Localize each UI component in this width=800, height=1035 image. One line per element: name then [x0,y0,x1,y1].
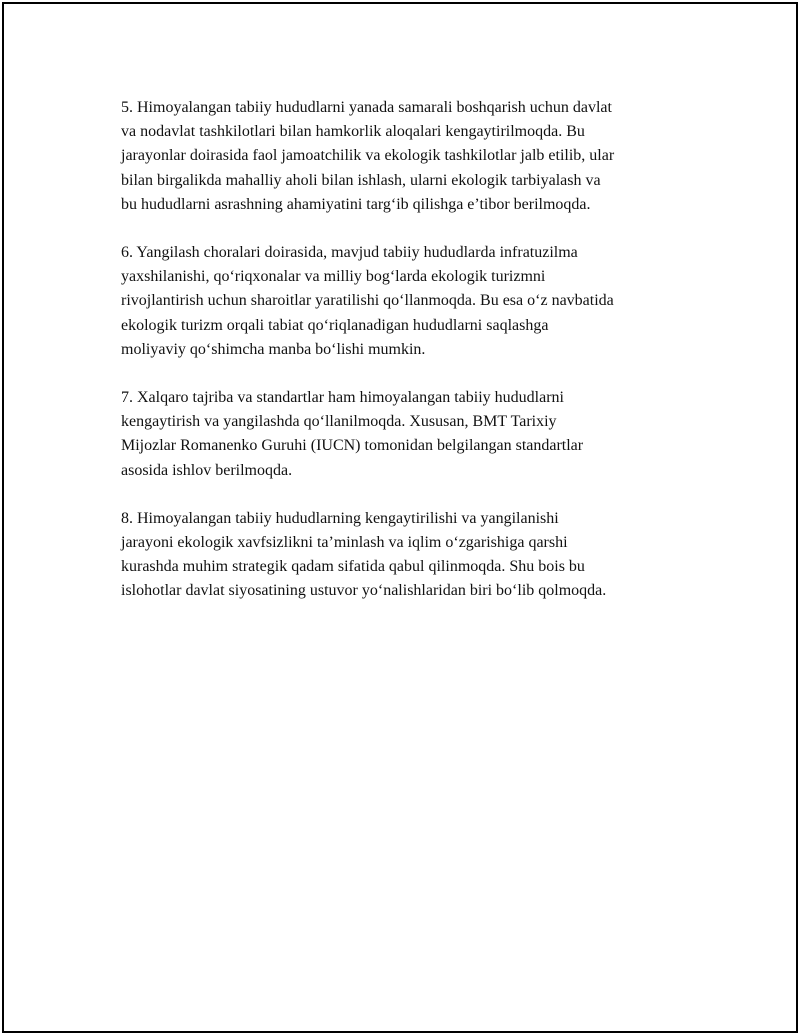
text-line: Mijozlar Romanenko Guruhi (IUCN) tomonidan belgilangan standartlar [121,437,584,455]
text-line: yaxshilanishi, qo‘riqxonalar va milliy bog‘larda ekologik turizmni [121,268,546,286]
text-line: moliyaviy qo‘shimcha manba bo‘lishi mumkin. [121,340,426,358]
text-line: bilan birgalikda mahalliy aholi bilan ishlash, ularni ekologik tarbiyalash va [121,171,601,189]
text-line: asosida ishlov berilmoqda. [121,461,293,479]
text-line: kurashda muhim strategik qadam sifatida qabul qilinmoqda. Shu bois bu [121,558,585,576]
text-line: 6. Yangilash choralari doirasida, mavjud tabiiy hududlarda infratuzilma [121,244,578,262]
text-line: jarayoni ekologik xavfsizlikni ta’minlash va iqlim o‘zgarishiga qarshi [121,534,568,552]
page-frame [2,2,798,1033]
text-line: ekologik turizm orqali tabiat qo‘riqlanadigan hududlarni saqlashga [121,316,549,334]
paragraph-6 [121,241,701,362]
text-line: bu hududlarni asrashning ahamiyatini targ‘ib qilishga e’tibor berilmoqda. [121,195,591,213]
text-line: jarayonlar doirasida faol jamoatchilik va ekologik tashkilotlar jalb etilib, ular [121,147,615,165]
text-line: 5. Himoyalangan tabiiy hududlarni yanada samarali boshqarish uchun davlat [121,99,612,116]
document-body [121,96,701,628]
text-line: islohotlar davlat siyosatining ustuvor yo‘nalishlaridan biri bo‘lib qolmoqda. [121,582,607,600]
text-line: 8. Himoyalangan tabiiy hududlarning kengaytirilishi va yangilanishi [121,509,559,527]
text-line: kengaytirish va yangilashda qo‘llanilmoqda. Xususan, BMT Tarixiy [121,413,557,431]
text-line: va nodavlat tashkilotlari bilan hamkorlik aloqalari kengaytirilmoqda. Bu [121,123,585,141]
text-line: 7. Xalqaro tajriba va standartlar ham himoyalangan tabiiy hududlarni [121,389,564,407]
paragraph-5 [121,96,701,217]
paragraph-7 [121,386,701,483]
paragraph-8 [121,507,701,604]
text-line: rivojlantirish uchun sharoitlar yaratilishi qo‘llanmoqda. Bu esa o‘z navbatida [121,292,614,310]
